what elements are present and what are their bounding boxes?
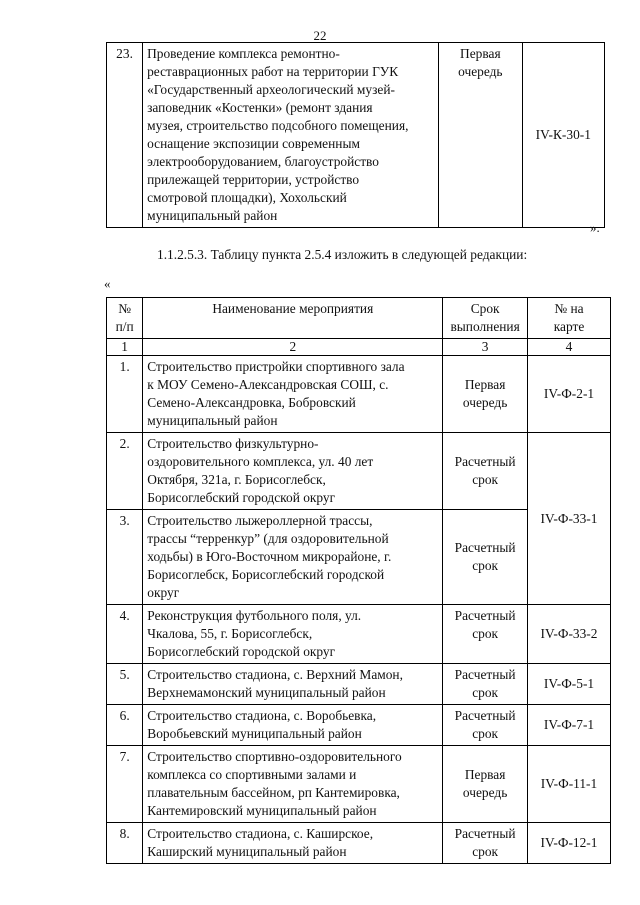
activity-name <box>143 433 443 510</box>
header-number <box>107 298 143 339</box>
text-line: музея, строительство подсобного помещения, <box>147 118 409 133</box>
header-execution-term <box>443 298 528 339</box>
map-number: IV-Ф-33-2 <box>527 605 610 664</box>
row-number: 3. <box>107 510 143 605</box>
activity-name <box>143 605 443 664</box>
execution-term <box>443 746 528 823</box>
table-row <box>107 705 611 746</box>
column-index: 1 <box>107 339 143 356</box>
opening-quote: « <box>104 276 111 291</box>
table-row <box>107 356 611 433</box>
row-number: 5. <box>107 664 143 705</box>
text-line: Октября, 321а, г. Борисоглебск, <box>147 472 326 487</box>
closing-quote: ». <box>590 220 600 235</box>
text-line: округ <box>147 585 180 600</box>
row-number: 8. <box>107 823 143 864</box>
row-number: 2. <box>107 433 143 510</box>
execution-term <box>439 43 522 228</box>
text-line: карте <box>553 319 585 334</box>
header-map-number <box>527 298 610 339</box>
text-line: срок <box>472 472 499 487</box>
text-line: смотровой площадки), Хохольский <box>147 190 347 205</box>
text-line: плавательным бассейном, рп Кантемировка, <box>147 785 400 800</box>
text-line: муниципальный район <box>147 208 278 223</box>
text-line: Строительство физкультурно- <box>147 436 319 451</box>
text-line: комплекса со спортивными залами и <box>147 767 357 782</box>
table-row <box>107 605 611 664</box>
text-line: реставрационных работ на территории ГУК <box>147 64 399 79</box>
text-line: заповедник «Костенки» (ремонт здания <box>147 100 373 115</box>
instruction-paragraph: 1.1.2.5.3. Таблицу пункта 2.5.4 изложить в следующей редакции: <box>157 247 528 262</box>
column-index: 3 <box>443 339 528 356</box>
text-line: Проведение комплекса ремонтно- <box>147 46 340 61</box>
text-line: Каширский муниципальный район <box>147 844 347 859</box>
row-number: 4. <box>107 605 143 664</box>
text-line: Строительство пристройки спортивного зала <box>147 359 405 374</box>
table-header-row <box>107 298 611 339</box>
text-line: № <box>118 301 132 316</box>
text-line: Чкалова, 55, г. Борисоглебск, <box>147 626 313 641</box>
table-row <box>107 823 611 864</box>
text-line: Борисоглебский городской округ <box>147 644 336 659</box>
table-activities <box>106 297 611 864</box>
execution-term <box>443 705 528 746</box>
execution-term <box>443 823 528 864</box>
row-number: 7. <box>107 746 143 823</box>
text-line: Строительство стадиона, с. Каширское, <box>147 826 374 841</box>
column-index: 2 <box>143 339 443 356</box>
text-line: «Государственный археологический музей- <box>147 82 395 97</box>
execution-term <box>443 433 528 510</box>
row-number: 1. <box>107 356 143 433</box>
page-number: 22 <box>313 28 327 43</box>
activity-name <box>143 705 443 746</box>
text-line: оснащение экспозиции современным <box>147 136 360 151</box>
text-line: Расчетный <box>454 540 516 555</box>
text-line: № на <box>554 301 584 316</box>
text-line: срок <box>472 685 499 700</box>
text-line: Расчетный <box>454 667 516 682</box>
execution-term <box>443 605 528 664</box>
text-line: Расчетный <box>454 454 516 469</box>
text-line: к МОУ Семено-Александровская СОШ, с. <box>147 377 389 392</box>
text-line: Расчетный <box>454 708 516 723</box>
map-number: IV-Ф-11-1 <box>527 746 610 823</box>
text-line: Верхнемамонский муниципальный район <box>147 685 386 700</box>
text-line: Расчетный <box>454 826 516 841</box>
text-line: Кантемировский муниципальный район <box>147 803 377 818</box>
execution-term <box>443 664 528 705</box>
column-index: 4 <box>527 339 610 356</box>
text-line: срок <box>472 844 499 859</box>
map-number: IV-Ф-5-1 <box>527 664 610 705</box>
text-line: очередь <box>458 64 503 79</box>
text-line: Борисоглебский городской округ <box>147 490 336 505</box>
text-line: трассы “терренкур” (для оздоровительной <box>147 531 389 546</box>
execution-term <box>443 510 528 605</box>
map-number: IV-Ф-12-1 <box>527 823 610 864</box>
text-line: Реконструкция футбольного поля, ул. <box>147 608 362 623</box>
text-line: Строительство стадиона, с. Верхний Мамон, <box>147 667 403 682</box>
activity-name <box>143 510 443 605</box>
text-line: Срок <box>470 301 500 316</box>
text-line: очередь <box>462 785 508 800</box>
text-line: Расчетный <box>454 608 516 623</box>
table-row <box>107 433 611 510</box>
text-line: срок <box>472 626 499 641</box>
text-line: срок <box>472 726 499 741</box>
text-line: муниципальный район <box>147 413 278 428</box>
text-line: п/п <box>115 319 134 334</box>
text-line: выполнения <box>450 319 520 334</box>
text-line: ходьбы) в Юго-Восточном микрорайоне, г. <box>147 549 392 564</box>
text-line: Семено-Александровка, Бобровский <box>147 395 356 410</box>
text-line: Строительство спортивно-оздоровительного <box>147 749 402 764</box>
text-line: Строительство стадиона, с. Воробьевка, <box>147 708 377 723</box>
map-number: IV-Ф-7-1 <box>527 705 610 746</box>
text-line: Первая <box>464 767 506 782</box>
execution-term <box>443 356 528 433</box>
text-line: Первая <box>460 46 501 61</box>
activity-name <box>143 746 443 823</box>
text-line: срок <box>472 558 499 573</box>
text-line: Борисоглебск, Борисоглебский городской <box>147 567 385 582</box>
table-row <box>107 664 611 705</box>
text-line: оздоровительного комплекса, ул. 40 лет <box>147 454 374 469</box>
table-row <box>107 43 605 228</box>
text-line: Строительство лыжероллерной трассы, <box>147 513 373 528</box>
text-line: электрооборудованием, благоустройство <box>147 154 379 169</box>
text-line: Воробьевский муниципальный район <box>147 726 362 741</box>
row-number: 6. <box>107 705 143 746</box>
map-number: IV-Ф-33-1 <box>527 433 610 605</box>
activity-name <box>143 356 443 433</box>
column-index-row <box>107 339 611 356</box>
row-number: 23. <box>107 43 143 228</box>
activity-name <box>143 43 439 228</box>
header-activity-name: Наименование мероприятия <box>143 298 443 339</box>
activity-name <box>143 664 443 705</box>
activity-name <box>143 823 443 864</box>
map-number: IV-К-30-1 <box>522 43 604 228</box>
text-line: очередь <box>462 395 508 410</box>
table-row <box>107 746 611 823</box>
map-number: IV-Ф-2-1 <box>527 356 610 433</box>
text-line: Первая <box>464 377 506 392</box>
text-line: прилежащей территории, устройство <box>147 172 360 187</box>
table-previous-continuation <box>106 42 605 228</box>
